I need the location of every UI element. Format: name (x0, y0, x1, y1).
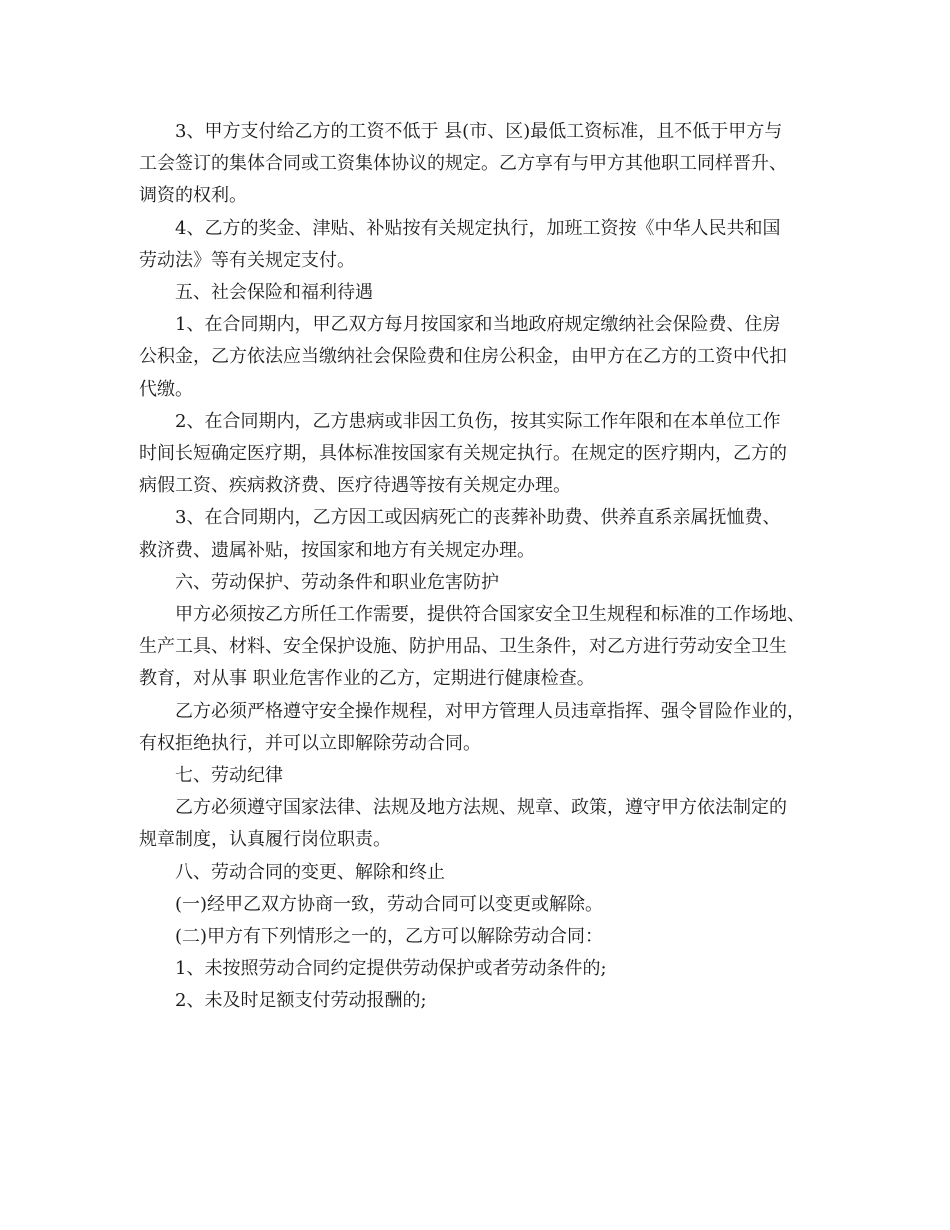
text-line: 4、乙方的奖金、津贴、补贴按有关规定执行，加班工资按《中华人民共和国 (175, 217, 781, 239)
text-line: 教育，对从事 职业危害作业的乙方，定期进行健康检查。 (139, 668, 595, 690)
text-line: 调资的权利。 (139, 185, 247, 207)
text-line: 工会签订的集体合同或工资集体协议的规定。乙方享有与甲方其他职工同样晋升、 (139, 153, 787, 175)
section-heading: 八、劳动合同的变更、解除和终止 (175, 861, 445, 883)
text-line: 劳动法》等有关规定支付。 (139, 249, 355, 271)
text-line: 救济费、遗属补贴，按国家和地方有关规定办理。 (139, 539, 535, 561)
text-line: 乙方必须严格遵守安全操作规程，对甲方管理人员违章指挥、强令冒险作业的， (175, 700, 805, 722)
text-line: 代缴。 (139, 378, 193, 400)
text-line: 3、甲方支付给乙方的工资不低于 县(市、区)最低工资标准，且不低于甲方与 (175, 121, 783, 142)
text-line: 规章制度，认真履行岗位职责。 (139, 829, 391, 851)
section-heading: 五、社会保险和福利待遇 (175, 282, 373, 304)
text-line: 甲方必须按乙方所任工作需要，提供符合国家安全卫生规程和标准的工作场地、 (175, 604, 805, 626)
section-heading: 六、劳动保护、劳动条件和职业危害防护 (175, 571, 499, 593)
text-line: 2、未及时足额支付劳动报酬的; (175, 990, 427, 1012)
text-line: (一)经甲乙双方协商一致，劳动合同可以变更或解除。 (175, 893, 604, 915)
section-heading: 七、劳动纪律 (175, 765, 283, 787)
document-body (139, 116, 829, 1018)
text-line: 1、未按照劳动合同约定提供劳动保护或者劳动条件的; (175, 958, 607, 980)
text-line: 公积金，乙方依法应当缴纳社会保险费和住房公积金，由甲方在乙方的工资中代扣 (139, 346, 787, 368)
text-line: 病假工资、疾病救济费、医疗待遇等按有关规定办理。 (139, 475, 571, 497)
text-line: (二)甲方有下列情形之一的，乙方可以解除劳动合同： (175, 926, 604, 948)
text-line: 乙方必须遵守国家法律、法规及地方法规、规章、政策，遵守甲方依法制定的 (175, 797, 787, 819)
text-line: 1、在合同期内，甲乙双方每月按国家和当地政府规定缴纳社会保险费、住房 (175, 314, 781, 336)
text-line: 时间长短确定医疗期，具体标准按国家有关规定执行。在规定的医疗期内，乙方的 (139, 443, 787, 465)
text-line: 有权拒绝执行，并可以立即解除劳动合同。 (139, 732, 481, 754)
text-line: 生产工具、材料、安全保护设施、防护用品、卫生条件，对乙方进行劳动安全卫生 (139, 636, 787, 658)
text-line: 3、在合同期内，乙方因工或因病死亡的丧葬补助费、供养直系亲属抚恤费、 (175, 507, 781, 529)
text-line: 2、在合同期内，乙方患病或非因工负伤，按其实际工作年限和在本单位工作 (175, 410, 781, 432)
